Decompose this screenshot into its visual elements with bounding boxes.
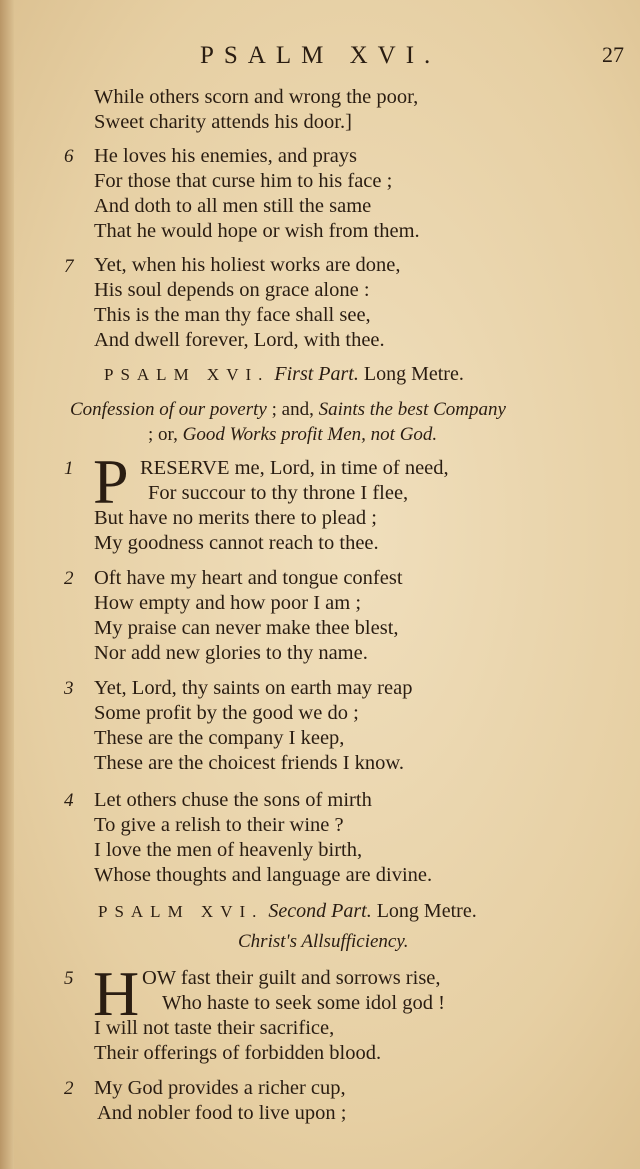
subtitle-separator: ; and,	[271, 399, 314, 420]
verse-line: But have no merits there to plead ;	[94, 507, 377, 529]
verse-line: His soul depends on grace alone :	[94, 279, 370, 301]
verse-line: To give a relish to their wine ?	[94, 814, 344, 836]
verse-line: I love the men of heavenly birth,	[94, 839, 363, 861]
verse-line: I will not taste their sacrifice,	[94, 1017, 335, 1039]
verse-line: For succour to thy throne I flee,	[148, 482, 409, 504]
verse-line: Nor add new glories to thy name.	[94, 642, 368, 664]
stanza-number: 2	[64, 1078, 74, 1099]
verse-line: That he would hope or wish from them.	[94, 220, 420, 242]
section-title	[98, 900, 477, 923]
verse-line: He loves his enemies, and prays	[94, 145, 358, 167]
stanza-number: 4	[64, 790, 74, 811]
subtitle-part: Good Works profit Men, not God.	[182, 424, 438, 445]
verse-line: These are the choicest friends I know.	[94, 752, 405, 774]
verse-line: Yet, when his holiest works are done,	[94, 254, 401, 276]
verse-line: And doth to all men still the same	[94, 195, 372, 217]
verse-line: Some profit by the good we do ;	[94, 702, 359, 724]
stanza-number: 2	[64, 568, 74, 589]
verse-line: How empty and how poor I am ;	[94, 592, 362, 614]
page-gutter	[0, 0, 14, 1169]
verse-line: RESERVE me, Lord, in time of need,	[140, 457, 449, 479]
verse-line: Sweet charity attends his door.]	[94, 111, 352, 133]
part-label: Second Part.	[268, 900, 372, 922]
subtitle-part: Saints the best Company	[318, 399, 506, 420]
verse-line: And dwell forever, Lord, with thee.	[94, 329, 385, 351]
subtitle-part: Confession of our poverty	[70, 399, 267, 420]
verse-line: Yet, Lord, thy saints on earth may reap	[94, 677, 413, 699]
verse-line: My God provides a richer cup,	[94, 1077, 346, 1099]
verse-line: While others scorn and wrong the poor,	[94, 86, 419, 108]
psalm-label: PSALM XVI.	[98, 902, 264, 921]
part-label: First Part.	[274, 363, 359, 385]
verse-line: Their offerings of forbidden blood.	[94, 1042, 382, 1064]
section-title	[104, 363, 464, 386]
verse-line: Let others chuse the sons of mirth	[94, 789, 372, 811]
metre-label: Long Metre.	[363, 363, 464, 385]
subtitle-separator: ; or,	[148, 424, 178, 445]
section-subtitle	[70, 399, 506, 421]
verse-line: Who haste to seek some idol god !	[162, 992, 445, 1014]
verse-line: Whose thoughts and language are divine.	[94, 864, 433, 886]
stanza-number: 6	[64, 146, 74, 167]
drop-cap: P	[93, 446, 129, 517]
verse-line: My goodness cannot reach to thee.	[94, 532, 379, 554]
stanza-number: 1	[64, 458, 74, 479]
verse-line: My praise can never make thee blest,	[94, 617, 399, 639]
psalm-label: PSALM XVI.	[104, 365, 270, 384]
running-title: PSALM XVI.	[200, 42, 441, 69]
section-subtitle	[148, 424, 437, 446]
verse-line: For those that curse him to his face ;	[94, 170, 393, 192]
verse-line: These are the company I keep,	[94, 727, 345, 749]
verse-line: This is the man thy face shall see,	[94, 304, 371, 326]
page-number: 27	[602, 42, 624, 67]
verse-line: OW fast their guilt and sorrows rise,	[142, 967, 441, 989]
stanza-number: 3	[64, 678, 74, 699]
drop-cap: H	[93, 958, 140, 1029]
verse-line: Oft have my heart and tongue confest	[94, 567, 403, 589]
stanza-number: 7	[64, 256, 74, 277]
metre-label: Long Metre.	[376, 900, 477, 922]
section-subtitle: Christ's Allsufficiency.	[238, 931, 409, 952]
verse-line: And nobler food to live upon ;	[97, 1102, 347, 1124]
stanza-number: 5	[64, 968, 74, 989]
